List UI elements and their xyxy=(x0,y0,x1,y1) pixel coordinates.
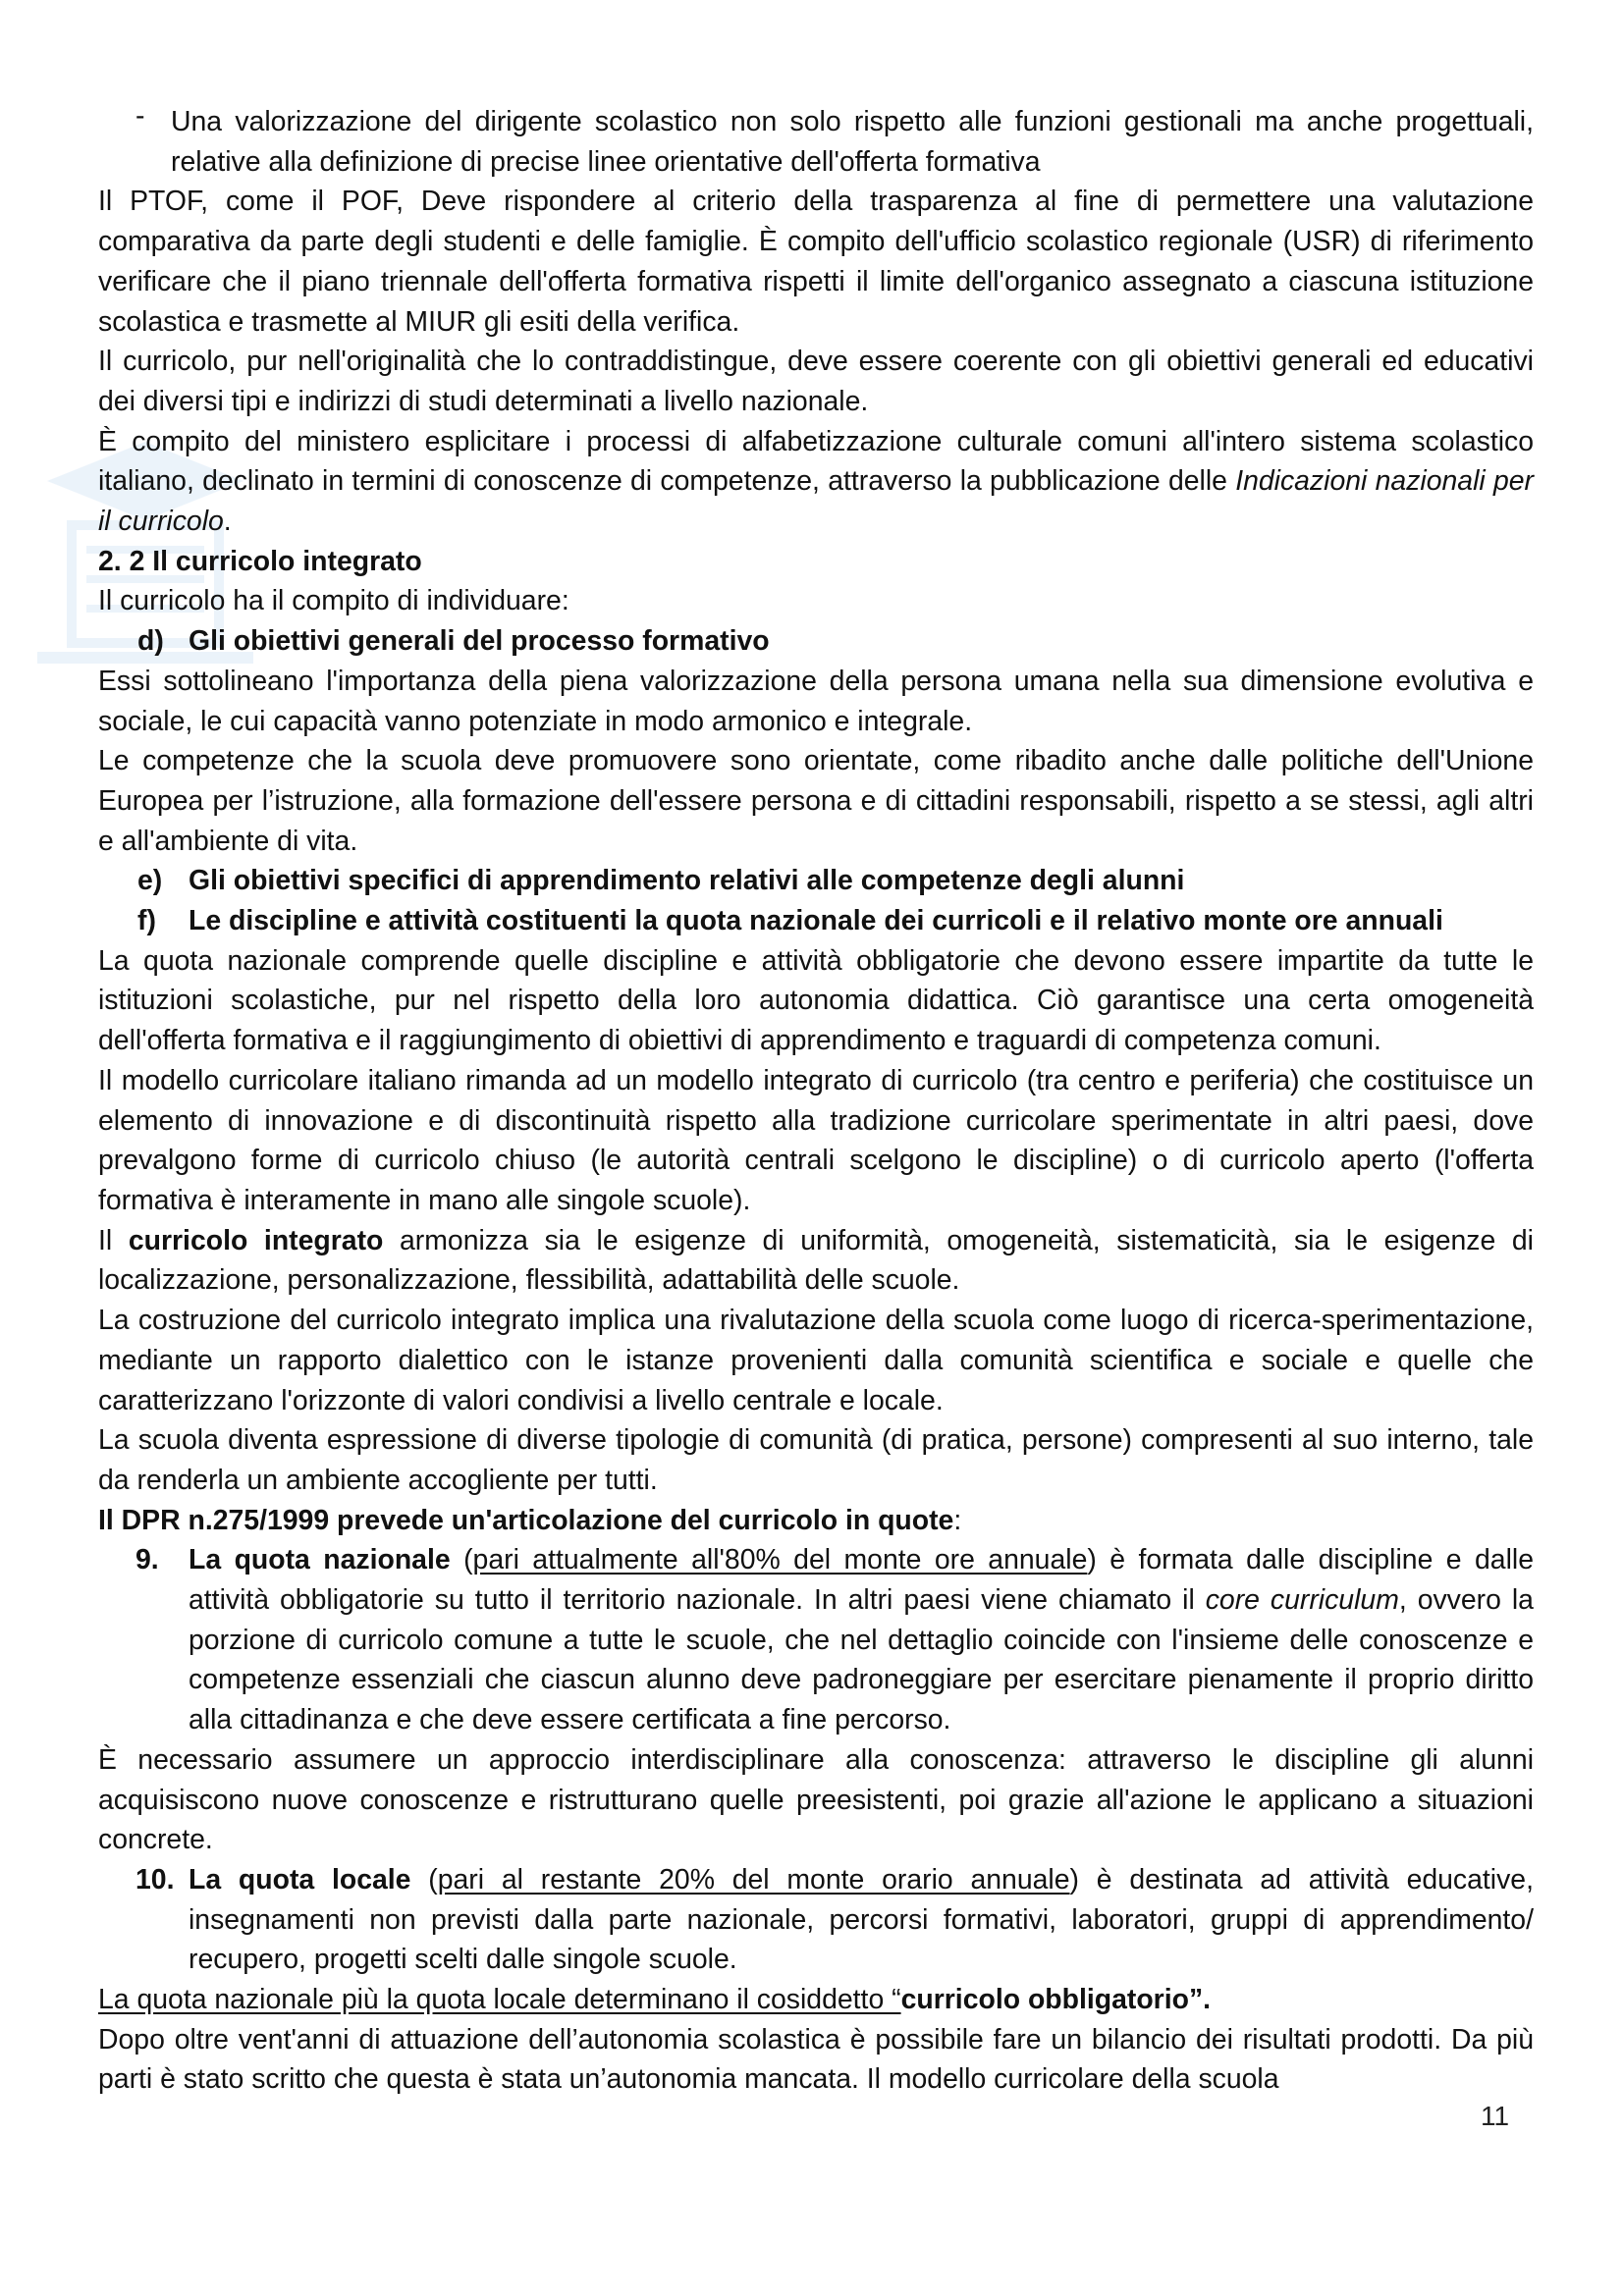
paragraph: Essi sottolineano l'importanza della piena valorizzazione della persona umana nella sua dimensione evolutiva e sociale, le cui capacità vanno potenziate in modo armonico e integrale. xyxy=(98,665,1534,737)
paragraph: La quota nazionale comprende quelle discipline e attività obbligatorie che devono essere impartite da tutte le istituzioni scolastiche, pur nel rispetto della loro autonomia didattica. Ciò garantisce una certa omogeneità dell'offerta formativa e il raggiungimento di obiettivi di apprendimento e traguardi di competenza comuni. xyxy=(98,944,1534,1057)
list-item-f: f) Le discipline e attività costituenti la quota nazionale dei curricoli e il relativo monte ore annuali xyxy=(137,905,1443,937)
paragraph: Il DPR n.275/1999 prevede un'articolazione del curricolo in quote: xyxy=(98,1504,962,1536)
bullet-dash: - xyxy=(135,100,145,132)
paragraph: Dopo oltre vent'anni di attuazione dell’autonomia scolastica è possibile fare un bilancio dei risultati prodotti. Da più parti è stato scritto che questa è stata un’autonomia mancata. Il modello curricolare della scuola xyxy=(98,2023,1534,2096)
document-page xyxy=(98,102,1534,2100)
paragraph: È necessario assumere un approccio interdisciplinare alla conoscenza: attraverso le discipline gli alunni acquisiscono nuove conoscenze e ristrutturano quelle preesistenti, poi grazie all'azione le applicano a situazioni concrete. xyxy=(98,1743,1534,1856)
list-item-e: e) Gli obiettivi specifici di apprendimento relativi alle competenze degli alunni xyxy=(137,865,1185,897)
list-item-d: d) Gli obiettivi generali del processo formativo xyxy=(137,625,770,658)
section-heading: 2. 2 Il curricolo integrato xyxy=(98,545,422,577)
paragraph: È compito del ministero esplicitare i processi di alfabetizzazione culturale comuni all'intero sistema scolastico italiano, declinato in termini di conoscenze di competenze, attraverso la pubblicazione delle Indicazioni nazionali per il curricolo. xyxy=(98,425,1534,538)
paragraph: La costruzione del curricolo integrato implica una rivalutazione della scuola come luogo di ricerca-sperimentazione, mediante un rapporto dialettico con le istanze provenienti dalla comunità scientifica e sociale e quelle che caratterizzano l'orizzonte di valori condivisi a livello centrale e locale. xyxy=(98,1305,1534,1416)
paragraph: La scuola diventa espressione di diverse tipologie di comunità (di pratica, persone) compresenti al suo interno, tale da renderla un ambiente accogliente per tutti. xyxy=(98,1424,1534,1496)
paragraph: Il curricolo ha il compito di individuare: xyxy=(98,585,569,617)
paragraph: Il PTOF, come il POF, Deve rispondere al criterio della trasparenza al fine di permettere una valutazione comparativa da parte degli studenti e delle famiglie. È compito dell'ufficio scolastico regionale (USR) di riferimento verificare che il piano triennale dell'offerta formativa rispetti il limite dell'organico assegnato a ciascuna istituzione scolastica e trasmette al MIUR gli esiti della verifica. xyxy=(98,186,1534,338)
paragraph: La quota nazionale più la quota locale determinano il cosiddetto “curricolo obbligatorio”. xyxy=(98,1984,1212,2016)
paragraph: Il curricolo integrato armonizza sia le esigenze di uniformità, omogeneità, sistematicità, sia le esigenze di localizzazione, personalizzazione, flessibilità, adattabilità delle scuole. xyxy=(98,1224,1534,1297)
paragraph: Il modello curricolare italiano rimanda ad un modello integrato di curricolo (tra centro e periferia) che costituisce un elemento di innovazione e di discontinuità rispetto alla tradizione curricolare sperimentate in altri paesi, dove prevalgono forme di curricolo chiuso (le autorità centrali scelgono le discipline) o di curricolo aperto (l'offerta formativa è interamente in mano alle singole scuole). xyxy=(98,1064,1534,1216)
paragraph: Il curricolo, pur nell'originalità che lo contraddistingue, deve essere coerente con gli obiettivi generali ed educativi dei diversi tipi e indirizzi di studi determinati a livello nazionale. xyxy=(98,346,1534,417)
paragraph: Le competenze che la scuola deve promuovere sono orientate, come ribadito anche dalle politiche dell'Unione Europea per l’istruzione, alla formazione dell'essere persona e di cittadini responsabili, rispetto a se stessi, agli altri e all'ambiente di vita. xyxy=(98,745,1534,857)
numbered-item-10: 10. La quota locale (pari al restante 20% del monte orario annuale) è destinata ad attività educative, insegnamenti non previsti dalla parte nazionale, percorsi formativi, laboratori, gruppi di apprendimento/ recupero, progetti scelti dalle singole scuole. xyxy=(135,1863,1534,1976)
bullet-paragraph: - Una valorizzazione del dirigente scolastico non solo rispetto alle funzioni gestionali ma anche progettuali, relative alla definizione di precise linee orientative dell'offerta formativa xyxy=(98,102,1534,182)
numbered-item-9: 9. La quota nazionale (pari attualmente all'80% del monte ore annuale) è formata dalle discipline e dalle attività obbligatorie su tutto il territorio nazionale. In altri paesi viene chiamato il core curriculum, ovvero la porzione di curricolo comune a tutte le scuole, che nel dettaglio coincide con l'insieme delle conoscenze e competenze essenziali che ciascun alunno deve padroneggiare per esercitare pienamente il proprio diritto alla cittadinanza e che deve essere certificata a fine percorso. xyxy=(135,1544,1534,1736)
page-number: 11 xyxy=(1481,2101,1510,2131)
